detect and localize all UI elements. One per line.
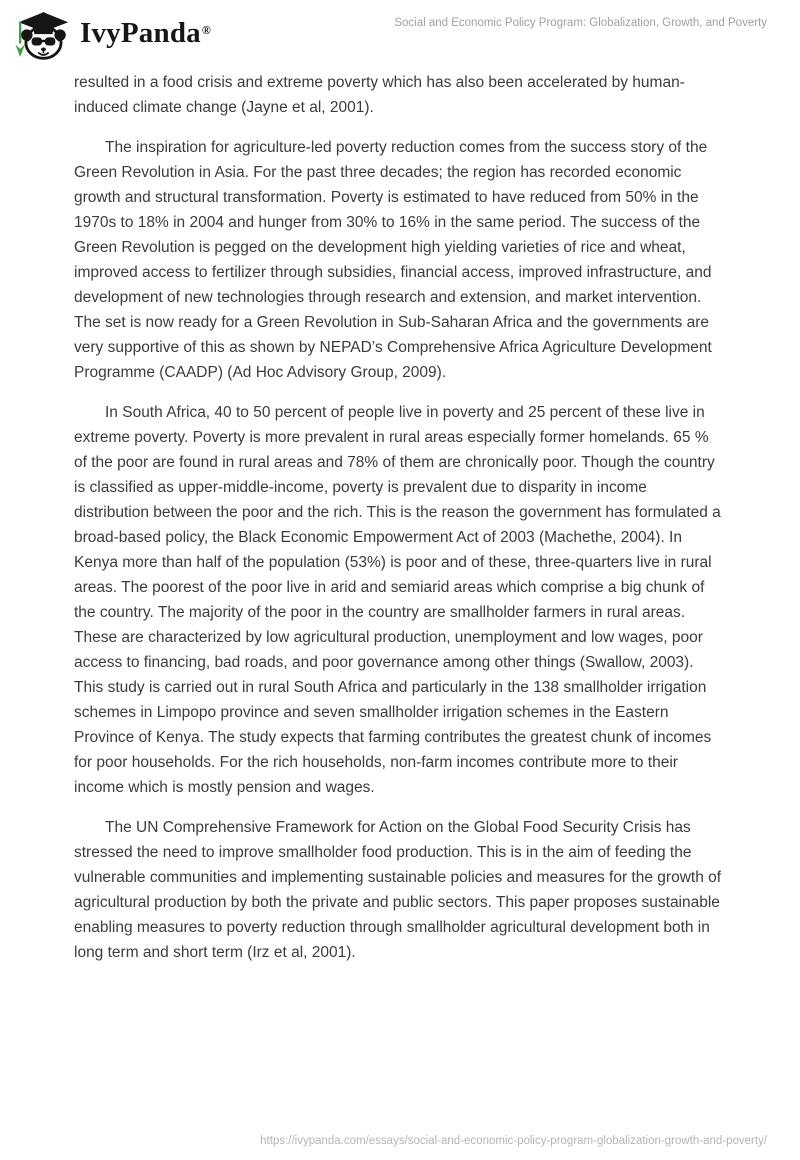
panda-graduate-icon	[14, 11, 71, 61]
brand-wordmark: IvyPanda	[80, 17, 201, 49]
essay-paragraph: resulted in a food crisis and extreme poverty which has also been accelerated by human-induced climate change (Jayne et al, 2001).	[74, 74, 685, 116]
document-title: Social and Economic Policy Program: Globalization, Growth, and Poverty	[394, 17, 767, 29]
page-header	[0, 0, 800, 63]
essay-paragraph: The inspiration for agriculture-led poverty reduction comes from the success story of the Green Revolution in Asia. For the past three decades; the region has recorded economic growth and structural transformation. Poverty is estimated to have reduced from 50% in the 1970s to 18% in 2004 and hunger from 30% to 16% in the same period. The success of the Green Revolution is pegged on the development high yielding varieties of rice and wheat, improved access to fertilizer through subsidies, financial access, improved infrastructure, and development of new technologies through research and extension, and market intervention. The set is now ready for a Green Revolution in Sub-Saharan Africa and the governments are very supportive of this as shown by NEPAD’s Comprehensive Africa Agriculture Development Programme (CAADP) (Ad Hoc Advisory Group, 2009).	[74, 139, 712, 381]
essay-body	[74, 70, 724, 980]
brand[interactable]	[14, 8, 211, 63]
essay-paragraph: The UN Comprehensive Framework for Action on the Global Food Security Crisis has stressed the need to improve smallholder food production. This is in the aim of feeding the vulnerable communities and implementing sustainable policies and measures for the growth of agricultural production by both the private and public sectors. This paper proposes sustainable enabling measures to poverty reduction through smallholder agricultural development both in long term and short term (Irz et al, 2001).	[74, 819, 722, 961]
essay-paragraph: In South Africa, 40 to 50 percent of people live in poverty and 25 percent of these live in extreme poverty. Poverty is more prevalent in rural areas especially former homelands. 65 % of the poor are found in rural areas and 78% of them are chronically poor. Though the country is classified as upper-middle-income, poverty is prevalent due to disparity in income distribution between the poor and the rich. This is the reason the government has formulated a broad-based policy, the Black Economic Empowerment Act of 2003 (Machethe, 2004). In Kenya more than half of the population (53%) is poor and of these, three-quarters live in rural areas. The poorest of the poor live in arid and semiarid areas which comprise a big chunk of the country. The majority of the poor in the country are smallholder farmers in rural areas. These are characterized by low agricultural production, unemployment and low wages, poor access to financing, bad roads, and poor governance among other things (Swallow, 2003). This study is carried out in rural South Africa and particularly in the 138 smallholder irrigation schemes in Limpopo province and seven smallholder irrigation schemes in the Eastern Province of Kenya. The study expects that farming contributes the greatest chunk of incomes for poor households. For the rich households, non-farm incomes contribute more to their income which is mostly pension and wages.	[74, 404, 721, 796]
source-url-link[interactable]: https://ivypanda.com/essays/social-and-economic-policy-program-globalization-growth-and-poverty/	[260, 1135, 767, 1147]
registered-trademark: ®	[201, 23, 212, 38]
brand-name	[80, 8, 211, 63]
